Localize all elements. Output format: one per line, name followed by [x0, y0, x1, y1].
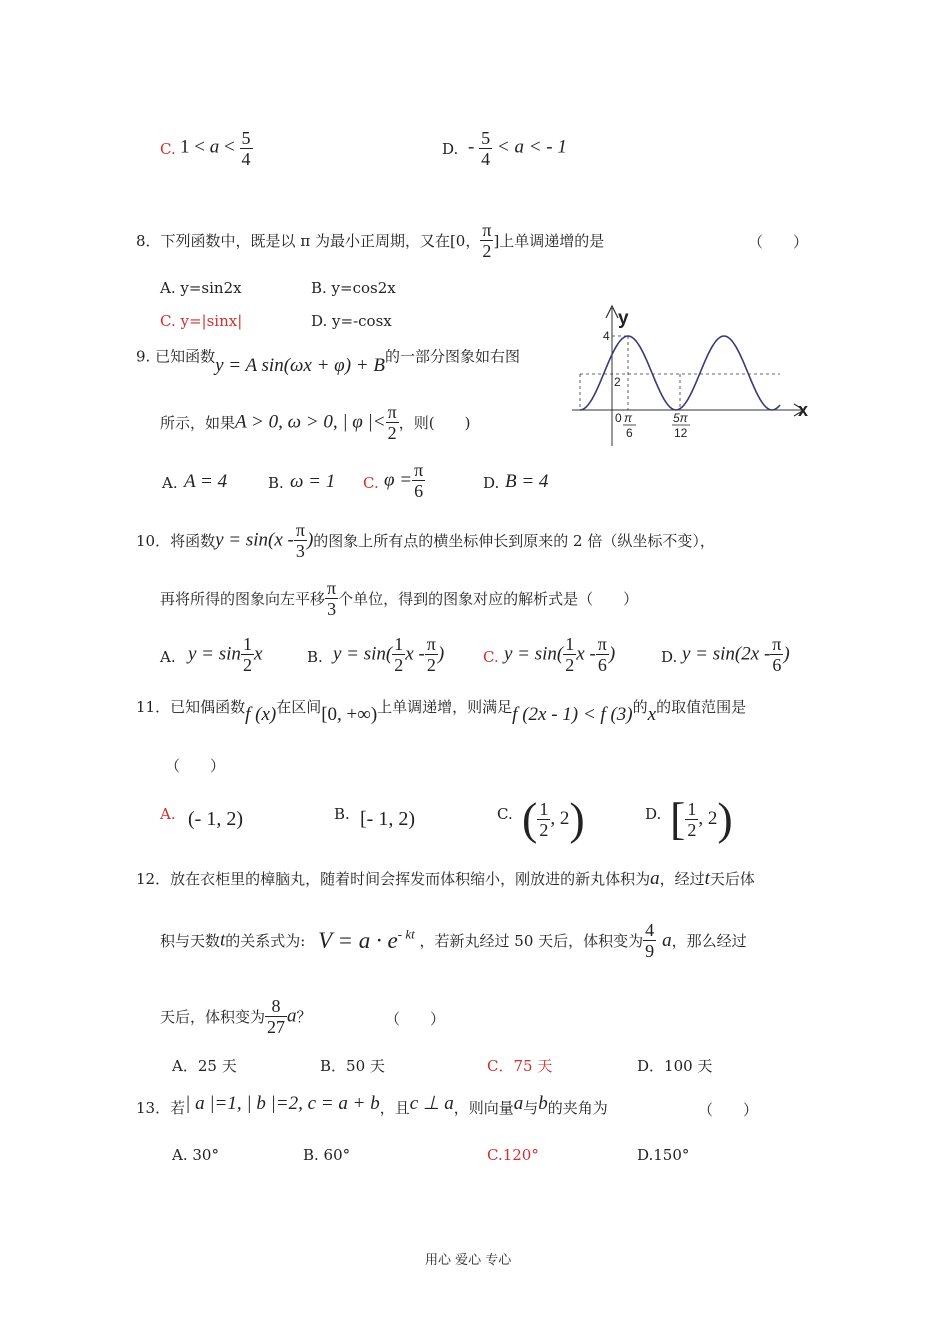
- q11-stem: 11．已知偶函数f (x)在区间[0, +∞)上单调递增，则满足f (2x - 1) < f (3)的x的取值范围是: [136, 698, 747, 725]
- q9-option-d: B = 4: [505, 471, 549, 492]
- graph-origin: 0: [615, 411, 622, 425]
- q7-option-d-label: D.: [442, 140, 459, 158]
- q10-option-a-label: A.: [160, 648, 176, 666]
- q11-option-b-label: B.: [334, 805, 350, 823]
- q8-option-d: D. y=-cosx: [311, 312, 392, 330]
- page-footer: 用心 爱心 专心: [425, 1253, 512, 1268]
- graph-x2-den: 12: [674, 426, 688, 440]
- q12-line2: 积与天数t的关系式为: $V = a \cdot e^{- kt}$ ，若新丸经过 50 天后，体积变为 $\frac{4}{9}$ a，那么经过: [160, 920, 747, 961]
- q11-option-b: [- 1, 2): [360, 808, 415, 830]
- q10-stem: 10．将函数y = sin(x - $\frac{\pi}{3}$ )的图象上所有点的横坐标伸长到原来的 2 倍（纵坐标不变），: [136, 520, 715, 561]
- q12-option-b: B．50 天: [320, 1057, 385, 1075]
- q8-stem: 8．下列函数中，既是以 π 为最小正周期，又在[0， $\frac{\pi}{2}$ ]上单调递增的是: [136, 220, 605, 261]
- graph-x2-num: 5π: [673, 411, 688, 425]
- q11-option-d: [ $\frac{1}{2}$ , 2): [670, 793, 733, 844]
- q7-option-d: - $\frac{5}{4}$ < a < - 1: [468, 128, 567, 169]
- q9-formula: y = A sin(ωx + φ) + B: [215, 355, 385, 376]
- q12-option-a: A．25 天: [172, 1057, 237, 1075]
- q9-sine-graph: [568, 300, 818, 450]
- q9-option-c: φ = $\frac{\pi}{6}$: [384, 460, 424, 501]
- q11-option-a-label: A.: [160, 805, 176, 823]
- q7-option-c-label: C.: [160, 140, 176, 158]
- q9-option-a: A = 4: [184, 471, 228, 492]
- q10-option-d-label: D.: [661, 648, 678, 666]
- q13-option-b: B. 60°: [303, 1146, 351, 1164]
- q11-option-c-label: C.: [497, 805, 513, 823]
- q11-option-d-label: D.: [645, 805, 662, 823]
- q7-c-fraction: $\frac{5}{4}$: [241, 128, 251, 169]
- q8-answer-paren: （ ）: [748, 233, 809, 251]
- graph-x-label: x: [798, 400, 809, 420]
- q10-option-b-label: B.: [307, 648, 323, 666]
- q7-option-c: [180, 128, 253, 169]
- q11-option-c: ( $\frac{1}{2}$ , 2): [522, 793, 585, 844]
- q7-d-rest: < a < - 1: [496, 136, 567, 158]
- q13-option-a: A. 30°: [172, 1146, 219, 1164]
- graph-y-label: y: [618, 308, 629, 329]
- q7-c-var: a: [209, 136, 220, 158]
- q9-option-b-label: B.: [268, 474, 284, 492]
- q7-d-fraction: $\frac{5}{4}$: [481, 128, 491, 169]
- q10-option-a: y = sin $\frac{1}{2}$ x: [188, 634, 263, 675]
- q11-answer-paren: （ ）: [165, 757, 226, 775]
- q10-option-d: y = sin(2x - $\frac{\pi}{6}$ ): [682, 634, 790, 675]
- q9-option-a-label: A.: [162, 474, 178, 492]
- q9-stem: 9. 已知函数y = A sin(ωx + φ) + B的一部分图象如右图: [136, 347, 520, 376]
- graph-x1-den: 6: [626, 426, 633, 440]
- q10-option-b: y = sin( $\frac{1}{2}$ x - $\frac{\pi}{2}$ ): [333, 634, 445, 675]
- q12-formula: V = a · e: [318, 927, 398, 953]
- q9-option-c-label: C.: [363, 474, 379, 492]
- graph-tick-4: 4: [603, 329, 610, 343]
- q10-line2: 再将所得的图象向左平移 $\frac{\pi}{3}$ 个单位，得到的图象对应的解析式是（ ）: [160, 578, 639, 619]
- q13-option-d: D.150°: [637, 1146, 690, 1164]
- q12-line3: 天后，体积变为 $\frac{8}{27}$ a？: [160, 996, 312, 1037]
- q8-fraction: $\frac{\pi}{2}$: [482, 220, 492, 261]
- q9-cond-fraction: $\frac{\pi}{2}$: [387, 402, 397, 443]
- q10-option-c-label: C.: [483, 648, 499, 666]
- q9-condition: 所示，如果A > 0, ω > 0, | φ |< $\frac{\pi}{2}$ ，则( ): [160, 402, 471, 443]
- q12-option-c: C．75 天: [487, 1057, 553, 1075]
- q8-option-b: B. y=cos2x: [311, 279, 396, 297]
- graph-x1-num: π: [624, 411, 633, 425]
- q12-line1: 12．放在衣柜里的樟脑丸，随着时间会挥发而体积缩小，刚放进的新丸体积为a，经过t天后体: [136, 868, 755, 889]
- q13-answer-paren: （ ）: [698, 1101, 759, 1119]
- q11-option-a: (- 1, 2): [188, 808, 243, 830]
- q7-c-lt: <: [224, 136, 235, 158]
- q12-answer-paren: （ ）: [385, 1010, 446, 1028]
- q9-option-d-label: D.: [483, 474, 500, 492]
- q13-option-c: C.120°: [487, 1146, 539, 1164]
- graph-tick-2: 2: [614, 375, 621, 389]
- q13-stem: 13．若| a |=1, | b |=2, c = a + b，且c ⊥ a，则向量a与b的夹角为: [136, 1093, 608, 1117]
- q8-option-c: C. y=|sinx|: [160, 312, 243, 330]
- q7-c-expr: 1 <: [180, 136, 205, 158]
- q12-option-d: D．100 天: [637, 1057, 713, 1075]
- q9-option-b: ω = 1: [290, 471, 336, 492]
- q8-option-a: A. y=sin2x: [160, 279, 242, 297]
- q10-option-c: y = sin( $\frac{1}{2}$ x - $\frac{\pi}{6}$ ): [504, 634, 616, 675]
